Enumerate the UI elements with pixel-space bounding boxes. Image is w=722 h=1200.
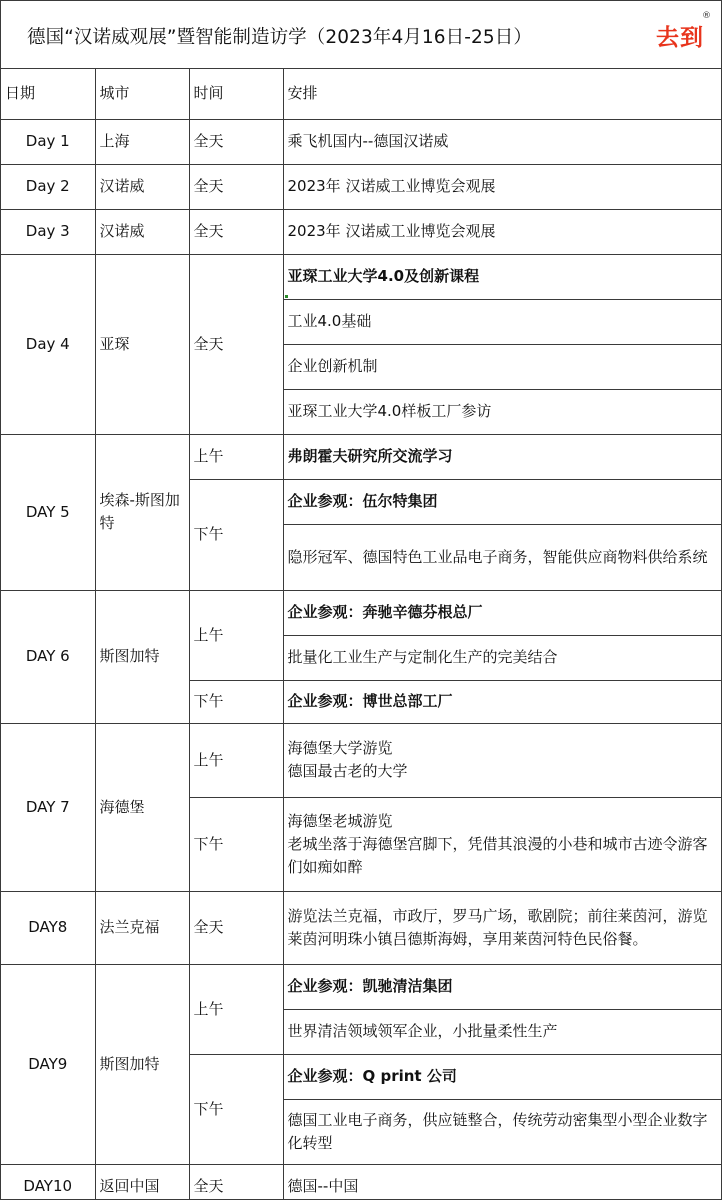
city-cell: 上海	[95, 119, 189, 164]
time-cell: 全天	[189, 254, 283, 434]
plan-line: 德国最古老的大学	[287, 762, 408, 780]
time-cell: 下午	[189, 680, 283, 723]
city-cell: 汉诺威	[95, 164, 189, 209]
title-bar	[1, 1, 721, 69]
table-row	[1, 964, 721, 1009]
city-cell: 埃森-斯图加特	[95, 434, 189, 590]
table-row	[1, 723, 721, 797]
table-row	[1, 209, 721, 254]
plan-cell: 企业参观：奔驰辛德芬根总厂	[283, 590, 721, 635]
day-label: DAY10	[1, 1164, 95, 1200]
plan-cell: 企业参观：伍尔特集团	[283, 479, 721, 524]
table-row	[1, 119, 721, 164]
header-date: 日期	[1, 69, 95, 119]
plan-cell: 德国--中国	[283, 1164, 721, 1200]
plan-cell: 批量化工业生产与定制化生产的完美结合	[283, 635, 721, 680]
day-label: DAY 6	[1, 590, 95, 723]
plan-cell: 世界清洁领域领军企业，小批量柔性生产	[283, 1009, 721, 1054]
time-cell: 上午	[189, 964, 283, 1054]
plan-cell: 德国工业电子商务，供应链整合，传统劳动密集型小型企业数字化转型	[283, 1099, 721, 1164]
table-row	[1, 891, 721, 964]
plan-line: 海德堡老城游览	[287, 811, 393, 830]
day-label: DAY9	[1, 964, 95, 1164]
plan-line: 老城坐落于海德堡宫脚下，凭借其浪漫的小巷和城市古迹令游客们如痴如醉	[287, 834, 708, 876]
plan-cell: 游览法兰克福，市政厅，罗马广场，歌剧院；前往莱茵河，游览莱茵河明珠小镇吕德斯海姆，享用莱茵河特色民俗餐。	[283, 891, 721, 964]
table-row	[1, 164, 721, 209]
brand-logo: 去到	[656, 25, 704, 51]
plan-cell: 2023年 汉诺威工业博览会观展	[283, 209, 721, 254]
plan-cell: 企业参观：博世总部工厂	[283, 680, 721, 723]
plan-line: 海德堡大学游览	[287, 739, 393, 757]
plan-cell: 企业创新机制	[283, 344, 721, 389]
city-cell: 斯图加特	[95, 590, 189, 723]
plan-cell: 2023年 汉诺威工业博览会观展	[283, 164, 721, 209]
day-label: Day 2	[1, 164, 95, 209]
itinerary-table	[1, 69, 721, 1200]
header-city: 城市	[95, 69, 189, 119]
time-cell: 全天	[189, 119, 283, 164]
time-cell: 下午	[189, 1054, 283, 1164]
plan-cell: 工业4.0基础	[283, 299, 721, 344]
header-plan: 安排	[283, 69, 721, 119]
header-row	[1, 69, 721, 119]
time-cell: 下午	[189, 797, 283, 891]
city-cell: 法兰克福	[95, 891, 189, 964]
cell-corner-marker	[285, 295, 288, 298]
time-cell: 下午	[189, 479, 283, 590]
time-cell: 全天	[189, 209, 283, 254]
plan-cell: 企业参观：凯驰清洁集团	[283, 964, 721, 1009]
page-title: 德国“汉诺威观展”暨智能制造访学（2023年4月16日-25日）	[27, 27, 532, 48]
plan-cell	[283, 797, 721, 891]
plan-cell: 亚琛工业大学4.0及创新课程	[283, 254, 721, 299]
plan-cell	[283, 723, 721, 797]
city-cell: 汉诺威	[95, 209, 189, 254]
day-label: DAY 7	[1, 723, 95, 891]
day-label: DAY8	[1, 891, 95, 964]
table-row	[1, 254, 721, 299]
table-row	[1, 1164, 721, 1200]
time-cell: 全天	[189, 1164, 283, 1200]
table-row	[1, 590, 721, 635]
plan-cell: 乘飞机国内--德国汉诺威	[283, 119, 721, 164]
time-cell: 全天	[189, 891, 283, 964]
day-label: Day 4	[1, 254, 95, 434]
city-cell: 斯图加特	[95, 964, 189, 1164]
registered-mark: ®	[702, 11, 711, 21]
table-row	[1, 434, 721, 479]
day-label: DAY 5	[1, 434, 95, 590]
plan-cell: 企业参观：Q print 公司	[283, 1054, 721, 1099]
city-cell: 亚琛	[95, 254, 189, 434]
header-time: 时间	[189, 69, 283, 119]
time-cell: 上午	[189, 590, 283, 680]
city-cell: 返回中国	[95, 1164, 189, 1200]
day-label: Day 3	[1, 209, 95, 254]
day-label: Day 1	[1, 119, 95, 164]
plan-cell: 弗朗霍夫研究所交流学习	[283, 434, 721, 479]
city-cell: 海德堡	[95, 723, 189, 891]
plan-cell: 隐形冠军、德国特色工业品电子商务，智能供应商物料供给系统	[283, 524, 721, 590]
plan-cell: 亚琛工业大学4.0样板工厂参访	[283, 389, 721, 434]
time-cell: 全天	[189, 164, 283, 209]
time-cell: 上午	[189, 723, 283, 797]
time-cell: 上午	[189, 434, 283, 479]
